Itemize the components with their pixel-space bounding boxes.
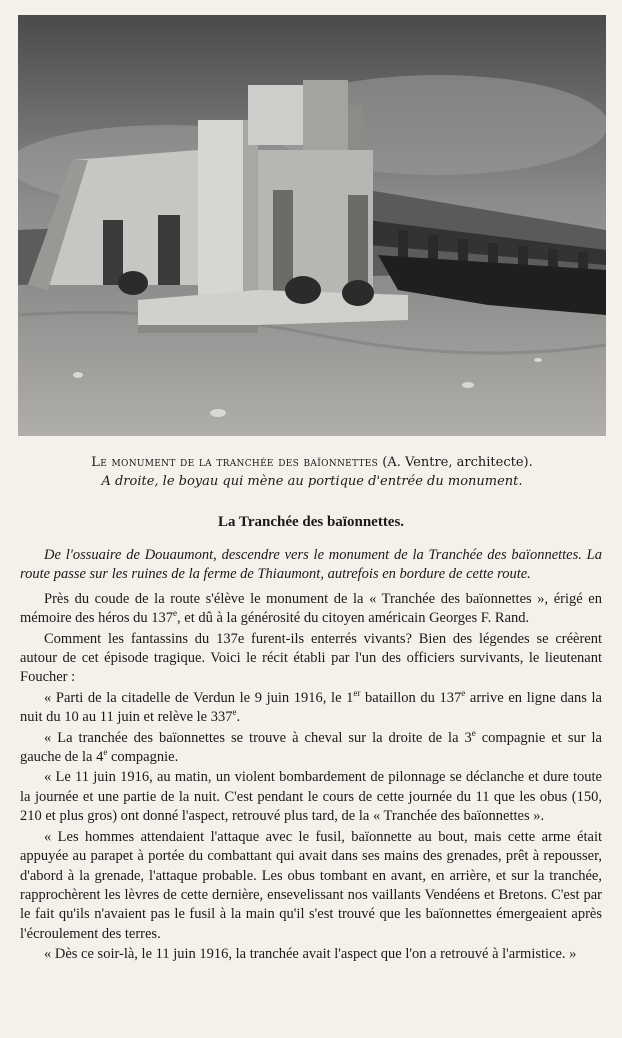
section-title: La Tranchée des baïonnettes. bbox=[217, 514, 405, 530]
text-run: . bbox=[236, 709, 241, 726]
caption-architect: (A. Ventre, architecte). bbox=[378, 455, 533, 470]
caption-line-2: A droite, le boyau qui mène au portique d'entrée du monument. bbox=[101, 474, 523, 489]
paragraph: « Les hommes attendaient l'attaque avec le fusil, baïonnette au bout, mais cette arme était appuyée au parapet à portée du combattant qui avait dans ses mains des grenades, prêt à repousser, d'abord à la grenade, l'attaque probable. Les obus tombant en avant, en arrière, et sur la tranchée, rapprochèrent les lèvres de cette dernière, ensevelissant nos vaillants Vendéens et Bretons. C'est par le fait qu'ils n'avaient pas le fusil à la main qu'il s'est trouvé que les baïonnettes émergeaient après l'écroulement des terres. bbox=[20, 828, 602, 942]
paragraph bbox=[20, 590, 602, 629]
paragraph: Comment les fantassins du 137e furent-ils enterrés vivants? Bien des légendes se créèrent autour de cet épisode tragique. Voici le récit établi par l'un des officiers survivants, le lieutenant Foucher : bbox=[20, 630, 602, 686]
paragraph bbox=[20, 689, 602, 728]
photo-caption bbox=[22, 453, 602, 491]
caption-monument-name: Le monument de la tranchée des baïonnettes bbox=[91, 455, 379, 470]
caption-line-1 bbox=[22, 453, 602, 472]
paragraph bbox=[20, 729, 602, 768]
text-run: « La tranchée des baïonnettes se trouve à cheval sur la droite de la 3 bbox=[44, 729, 472, 746]
superscript: e bbox=[103, 747, 108, 758]
text-run: compagnie et sur la gauche de la 4 bbox=[20, 729, 602, 766]
monument-photo-illustration bbox=[18, 15, 606, 436]
text-run: « Parti de la citadelle de Verdun le 9 juin 1916, le 1 bbox=[44, 689, 354, 706]
paragraph: « Le 11 juin 1916, au matin, un violent bombardement de pilonnage se déclanche et dure toute la journée et une partie de la nuit. C'est pendant le cours de cette journée du 11 que les obus (150, 210 et plus gros) ont donné l'aspect, retrouvé plus tard, de la « Tranchée des baïonnettes ». bbox=[20, 769, 602, 825]
text-run: , et dû à la générosité du citoyen américain Georges F. Rand. bbox=[177, 610, 530, 627]
superscript: e bbox=[461, 688, 466, 699]
superscript: e bbox=[173, 608, 178, 619]
text-run: arrive en ligne dans la nuit du 10 au 11 juin et relève le 337 bbox=[20, 689, 602, 726]
superscript: e bbox=[232, 707, 237, 718]
paragraph-intro: De l'ossuaire de Douaumont, descendre vers le monument de la Tranchée des baïonnettes. La route passe sur les ruines de la ferme de Thiaumont, autrefois en bordure de cette route. bbox=[20, 547, 602, 583]
superscript: e bbox=[471, 727, 476, 738]
superscript: er bbox=[353, 688, 361, 699]
text-run: bataillon du 137 bbox=[360, 689, 462, 706]
paragraph: « Dès ce soir-là, le 11 juin 1916, la tranchée avait l'aspect que l'on a retrouvé à l'armistice. » bbox=[44, 946, 577, 963]
text-run: compagnie. bbox=[107, 749, 179, 766]
monument-photograph bbox=[18, 15, 606, 436]
article-body bbox=[20, 546, 602, 966]
text-run: Près du coude de la route s'élève le monument de la « Tranchée des baïonnettes », érigé en mémoire des héros du 137 bbox=[20, 590, 602, 627]
